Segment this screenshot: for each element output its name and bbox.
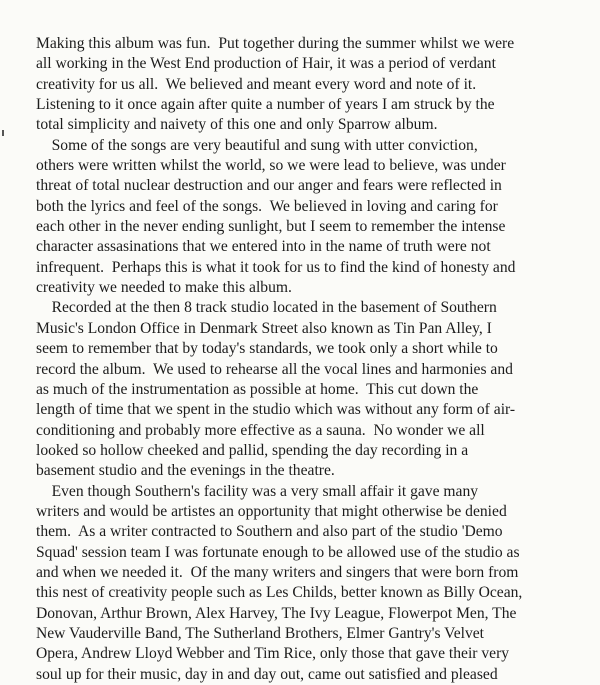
text-line: others were written whilst the world, so we were lead to believe, was under [36,157,506,175]
text-line: conditioning and probably more effective as a sauna. No wonder we all [36,421,485,439]
liner-notes-text [36,34,576,685]
text-line: Donovan, Arthur Brown, Alex Harvey, The Ivy League, Flowerpot Men, The [36,604,517,622]
text-line: creativity we needed to make this album. [36,279,292,297]
text-line: and when we needed it. Of the many writers and singers that were born from [36,563,519,581]
scan-edge-mark [2,130,4,136]
text-line: Opera, Andrew Lloyd Webber and Tim Rice, only those that gave their very [36,645,510,663]
text-line: each other in the never ending sunlight, but I seem to remember the intense [36,218,506,236]
text-line: this nest of creativity people such as Les Childs, better known as Billy Ocean, [36,584,523,602]
text-line: writers and would be artistes an opportunity that might otherwise be denied [36,502,507,520]
text-line: Listening to it once again after quite a number of years I am struck by the [36,96,495,114]
text-line: Squad' session team I was fortunate enough to be allowed use of the studio as [36,543,520,561]
text-line: creativity for us all. We believed and meant every word and note of it. [36,75,477,93]
text-line: basement studio and the evenings in the theatre. [36,462,335,480]
text-line: Making this album was fun. Put together during the summer whilst we were [36,35,515,52]
text-line: total simplicity and naivety of this one and only Sparrow album. [36,116,438,134]
text-line: infrequent. Perhaps this is what it took for us to find the kind of honesty and [36,258,516,276]
text-line: all working in the West End production of Hair, it was a period of verdant [36,55,496,73]
text-line: as much of the instrumentation as possible at home. This cut down the [36,380,479,398]
text-line: threat of total nuclear destruction and our anger and fears were reflected in [36,177,502,195]
text-line: character assasinations that we entered into in the name of truth were not [36,238,491,256]
text-line: looked so hollow cheeked and pallid, spending the day recording in a [36,441,469,459]
text-line: length of time that we spent in the studio which was without any form of air- [36,401,516,419]
text-line: Music's London Office in Denmark Street also known as Tin Pan Alley, I [36,319,492,337]
text-line: record the album. We used to rehearse all the vocal lines and harmonies and [36,360,513,378]
text-line: seem to remember that by today's standards, we took only a short while to [36,340,498,358]
text-line: both the lyrics and feel of the songs. We believed in loving and caring for [36,197,498,215]
text-line: Even though Southern's facility was a very small affair it gave many [36,482,479,500]
text-line: soul up for their music, day in and day out, came out satisfied and pleased [36,665,498,683]
text-line: Some of the songs are very beautiful and sung with utter conviction, [36,136,478,154]
text-line: Recorded at the then 8 track studio located in the basement of Southern [36,299,497,317]
text-line: New Vauderville Band, The Sutherland Brothers, Elmer Gantry's Velvet [36,624,484,642]
text-line: them. As a writer contracted to Southern and also part of the studio 'Demo [36,523,503,541]
